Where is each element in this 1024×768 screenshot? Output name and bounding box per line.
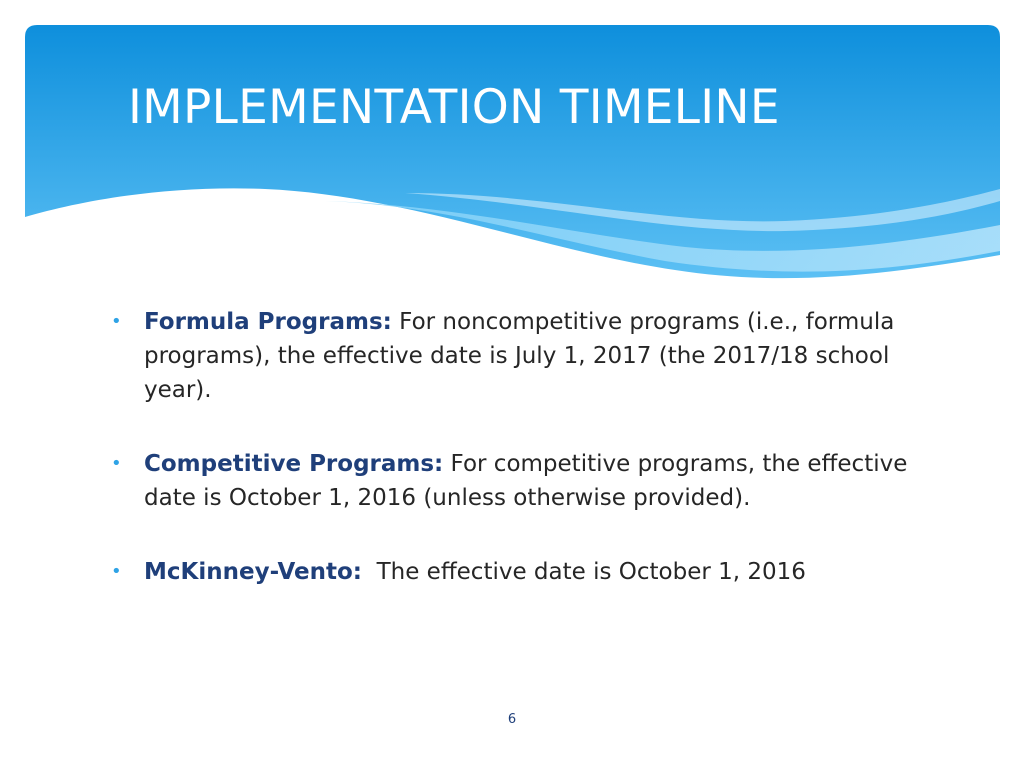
bullet-mckinney-vento [108,555,928,589]
header-banner [25,25,1000,287]
page-number: 6 [507,712,517,727]
wave-banner-graphic [25,25,1000,287]
bullet-text: For noncompetitive programs (i.e., formula programs), the effective date is July 1, 2017 (the 2017/18 school year). [144,309,895,403]
bullet-text: The effective date is October 1, 2016 [361,559,806,585]
bullet-label: Formula Programs: [144,309,392,335]
slide-title: IMPLEMENTATION TIMELINE [128,80,780,135]
bullet-text: For competitive programs, the effective date is October 1, 2016 (unless otherwise provided). [144,451,908,511]
bullet-formula-programs [108,305,928,407]
bullet-label: Competitive Programs: [144,451,444,477]
bullet-label: McKinney-Vento: [144,559,362,585]
bullet-competitive-programs [108,447,928,515]
bullet-dot-icon: • [111,453,122,474]
bullet-dot-icon: • [111,311,122,332]
bullet-list [108,305,928,589]
bullet-dot-icon: • [111,561,122,582]
